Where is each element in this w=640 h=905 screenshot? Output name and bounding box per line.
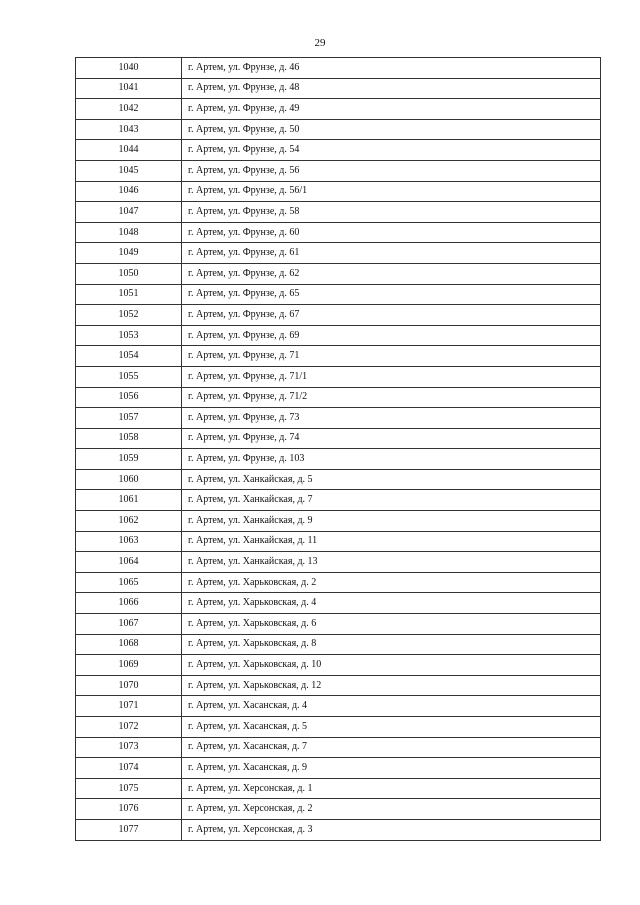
row-number: 1043 [76, 119, 182, 140]
table-row [76, 490, 601, 511]
address-cell: г. Артем, ул. Хасанская, д. 9 [182, 758, 601, 779]
address-cell: г. Артем, ул. Ханкайская, д. 11 [182, 531, 601, 552]
table-row [76, 469, 601, 490]
address-cell: г. Артем, ул. Фрунзе, д. 69 [182, 325, 601, 346]
address-cell: г. Артем, ул. Херсонская, д. 2 [182, 799, 601, 820]
table-row [76, 634, 601, 655]
table-row [76, 449, 601, 470]
row-number: 1048 [76, 222, 182, 243]
address-cell: г. Артем, ул. Фрунзе, д. 65 [182, 284, 601, 305]
address-cell: г. Артем, ул. Харьковская, д. 4 [182, 593, 601, 614]
address-cell: г. Артем, ул. Харьковская, д. 12 [182, 675, 601, 696]
table-row [76, 758, 601, 779]
page-number: 29 [314, 37, 326, 49]
table-row [76, 222, 601, 243]
row-number: 1046 [76, 181, 182, 202]
address-cell: г. Артем, ул. Фрунзе, д. 61 [182, 243, 601, 264]
table-row [76, 799, 601, 820]
address-cell: г. Артем, ул. Фрунзе, д. 54 [182, 140, 601, 161]
row-number: 1073 [76, 737, 182, 758]
table-row [76, 305, 601, 326]
address-cell: г. Артем, ул. Херсонская, д. 1 [182, 778, 601, 799]
table-row [76, 737, 601, 758]
row-number: 1059 [76, 449, 182, 470]
row-number: 1053 [76, 325, 182, 346]
table-row [76, 58, 601, 79]
address-cell: г. Артем, ул. Хасанская, д. 7 [182, 737, 601, 758]
table-row [76, 202, 601, 223]
address-cell: г. Артем, ул. Фрунзе, д. 48 [182, 78, 601, 99]
table-row [76, 140, 601, 161]
address-cell: г. Артем, ул. Хасанская, д. 5 [182, 717, 601, 738]
row-number: 1067 [76, 614, 182, 635]
address-cell: г. Артем, ул. Фрунзе, д. 56/1 [182, 181, 601, 202]
address-cell: г. Артем, ул. Фрунзе, д. 103 [182, 449, 601, 470]
row-number: 1051 [76, 284, 182, 305]
address-cell: г. Артем, ул. Ханкайская, д. 13 [182, 552, 601, 573]
address-cell: г. Артем, ул. Фрунзе, д. 73 [182, 408, 601, 429]
row-number: 1065 [76, 572, 182, 593]
address-cell: г. Артем, ул. Хасанская, д. 4 [182, 696, 601, 717]
address-cell: г. Артем, ул. Ханкайская, д. 7 [182, 490, 601, 511]
row-number: 1072 [76, 717, 182, 738]
table-row [76, 593, 601, 614]
row-number: 1050 [76, 263, 182, 284]
table-row [76, 552, 601, 573]
table-row [76, 408, 601, 429]
row-number: 1071 [76, 696, 182, 717]
table-row [76, 614, 601, 635]
row-number: 1041 [76, 78, 182, 99]
address-cell: г. Артем, ул. Херсонская, д. 3 [182, 819, 601, 840]
table-row [76, 78, 601, 99]
row-number: 1070 [76, 675, 182, 696]
table-row [76, 346, 601, 367]
table-row [76, 572, 601, 593]
table-row [76, 284, 601, 305]
address-cell: г. Артем, ул. Ханкайская, д. 9 [182, 511, 601, 532]
row-number: 1062 [76, 511, 182, 532]
row-number: 1055 [76, 366, 182, 387]
address-cell: г. Артем, ул. Харьковская, д. 6 [182, 614, 601, 635]
table-row [76, 325, 601, 346]
address-cell: г. Артем, ул. Фрунзе, д. 71/1 [182, 366, 601, 387]
row-number: 1064 [76, 552, 182, 573]
row-number: 1066 [76, 593, 182, 614]
table-row [76, 531, 601, 552]
address-cell: г. Артем, ул. Фрунзе, д. 56 [182, 160, 601, 181]
address-cell: г. Артем, ул. Фрунзе, д. 62 [182, 263, 601, 284]
row-number: 1040 [76, 58, 182, 79]
table-row [76, 511, 601, 532]
row-number: 1042 [76, 99, 182, 120]
row-number: 1056 [76, 387, 182, 408]
table-row [76, 119, 601, 140]
table-row [76, 778, 601, 799]
row-number: 1077 [76, 819, 182, 840]
address-cell: г. Артем, ул. Харьковская, д. 10 [182, 655, 601, 676]
address-cell: г. Артем, ул. Фрунзе, д. 49 [182, 99, 601, 120]
address-cell: г. Артем, ул. Фрунзе, д. 67 [182, 305, 601, 326]
row-number: 1045 [76, 160, 182, 181]
table-row [76, 717, 601, 738]
table-row [76, 819, 601, 840]
row-number: 1069 [76, 655, 182, 676]
address-cell: г. Артем, ул. Харьковская, д. 8 [182, 634, 601, 655]
table-row [76, 181, 601, 202]
row-number: 1054 [76, 346, 182, 367]
table-row [76, 428, 601, 449]
address-cell: г. Артем, ул. Харьковская, д. 2 [182, 572, 601, 593]
table-row [76, 243, 601, 264]
table-row [76, 99, 601, 120]
row-number: 1047 [76, 202, 182, 223]
row-number: 1063 [76, 531, 182, 552]
table-row [76, 160, 601, 181]
address-table [75, 57, 601, 841]
address-cell: г. Артем, ул. Фрунзе, д. 71/2 [182, 387, 601, 408]
table-row [76, 263, 601, 284]
row-number: 1049 [76, 243, 182, 264]
row-number: 1044 [76, 140, 182, 161]
table-row [76, 675, 601, 696]
row-number: 1074 [76, 758, 182, 779]
row-number: 1057 [76, 408, 182, 429]
address-cell: г. Артем, ул. Фрунзе, д. 71 [182, 346, 601, 367]
address-cell: г. Артем, ул. Ханкайская, д. 5 [182, 469, 601, 490]
row-number: 1076 [76, 799, 182, 820]
row-number: 1075 [76, 778, 182, 799]
address-cell: г. Артем, ул. Фрунзе, д. 46 [182, 58, 601, 79]
row-number: 1061 [76, 490, 182, 511]
address-cell: г. Артем, ул. Фрунзе, д. 58 [182, 202, 601, 223]
table-row [76, 366, 601, 387]
row-number: 1068 [76, 634, 182, 655]
address-cell: г. Артем, ул. Фрунзе, д. 50 [182, 119, 601, 140]
row-number: 1060 [76, 469, 182, 490]
table-row [76, 696, 601, 717]
table-row [76, 655, 601, 676]
row-number: 1052 [76, 305, 182, 326]
address-cell: г. Артем, ул. Фрунзе, д. 74 [182, 428, 601, 449]
address-table-body [76, 58, 601, 841]
table-row [76, 387, 601, 408]
address-cell: г. Артем, ул. Фрунзе, д. 60 [182, 222, 601, 243]
row-number: 1058 [76, 428, 182, 449]
